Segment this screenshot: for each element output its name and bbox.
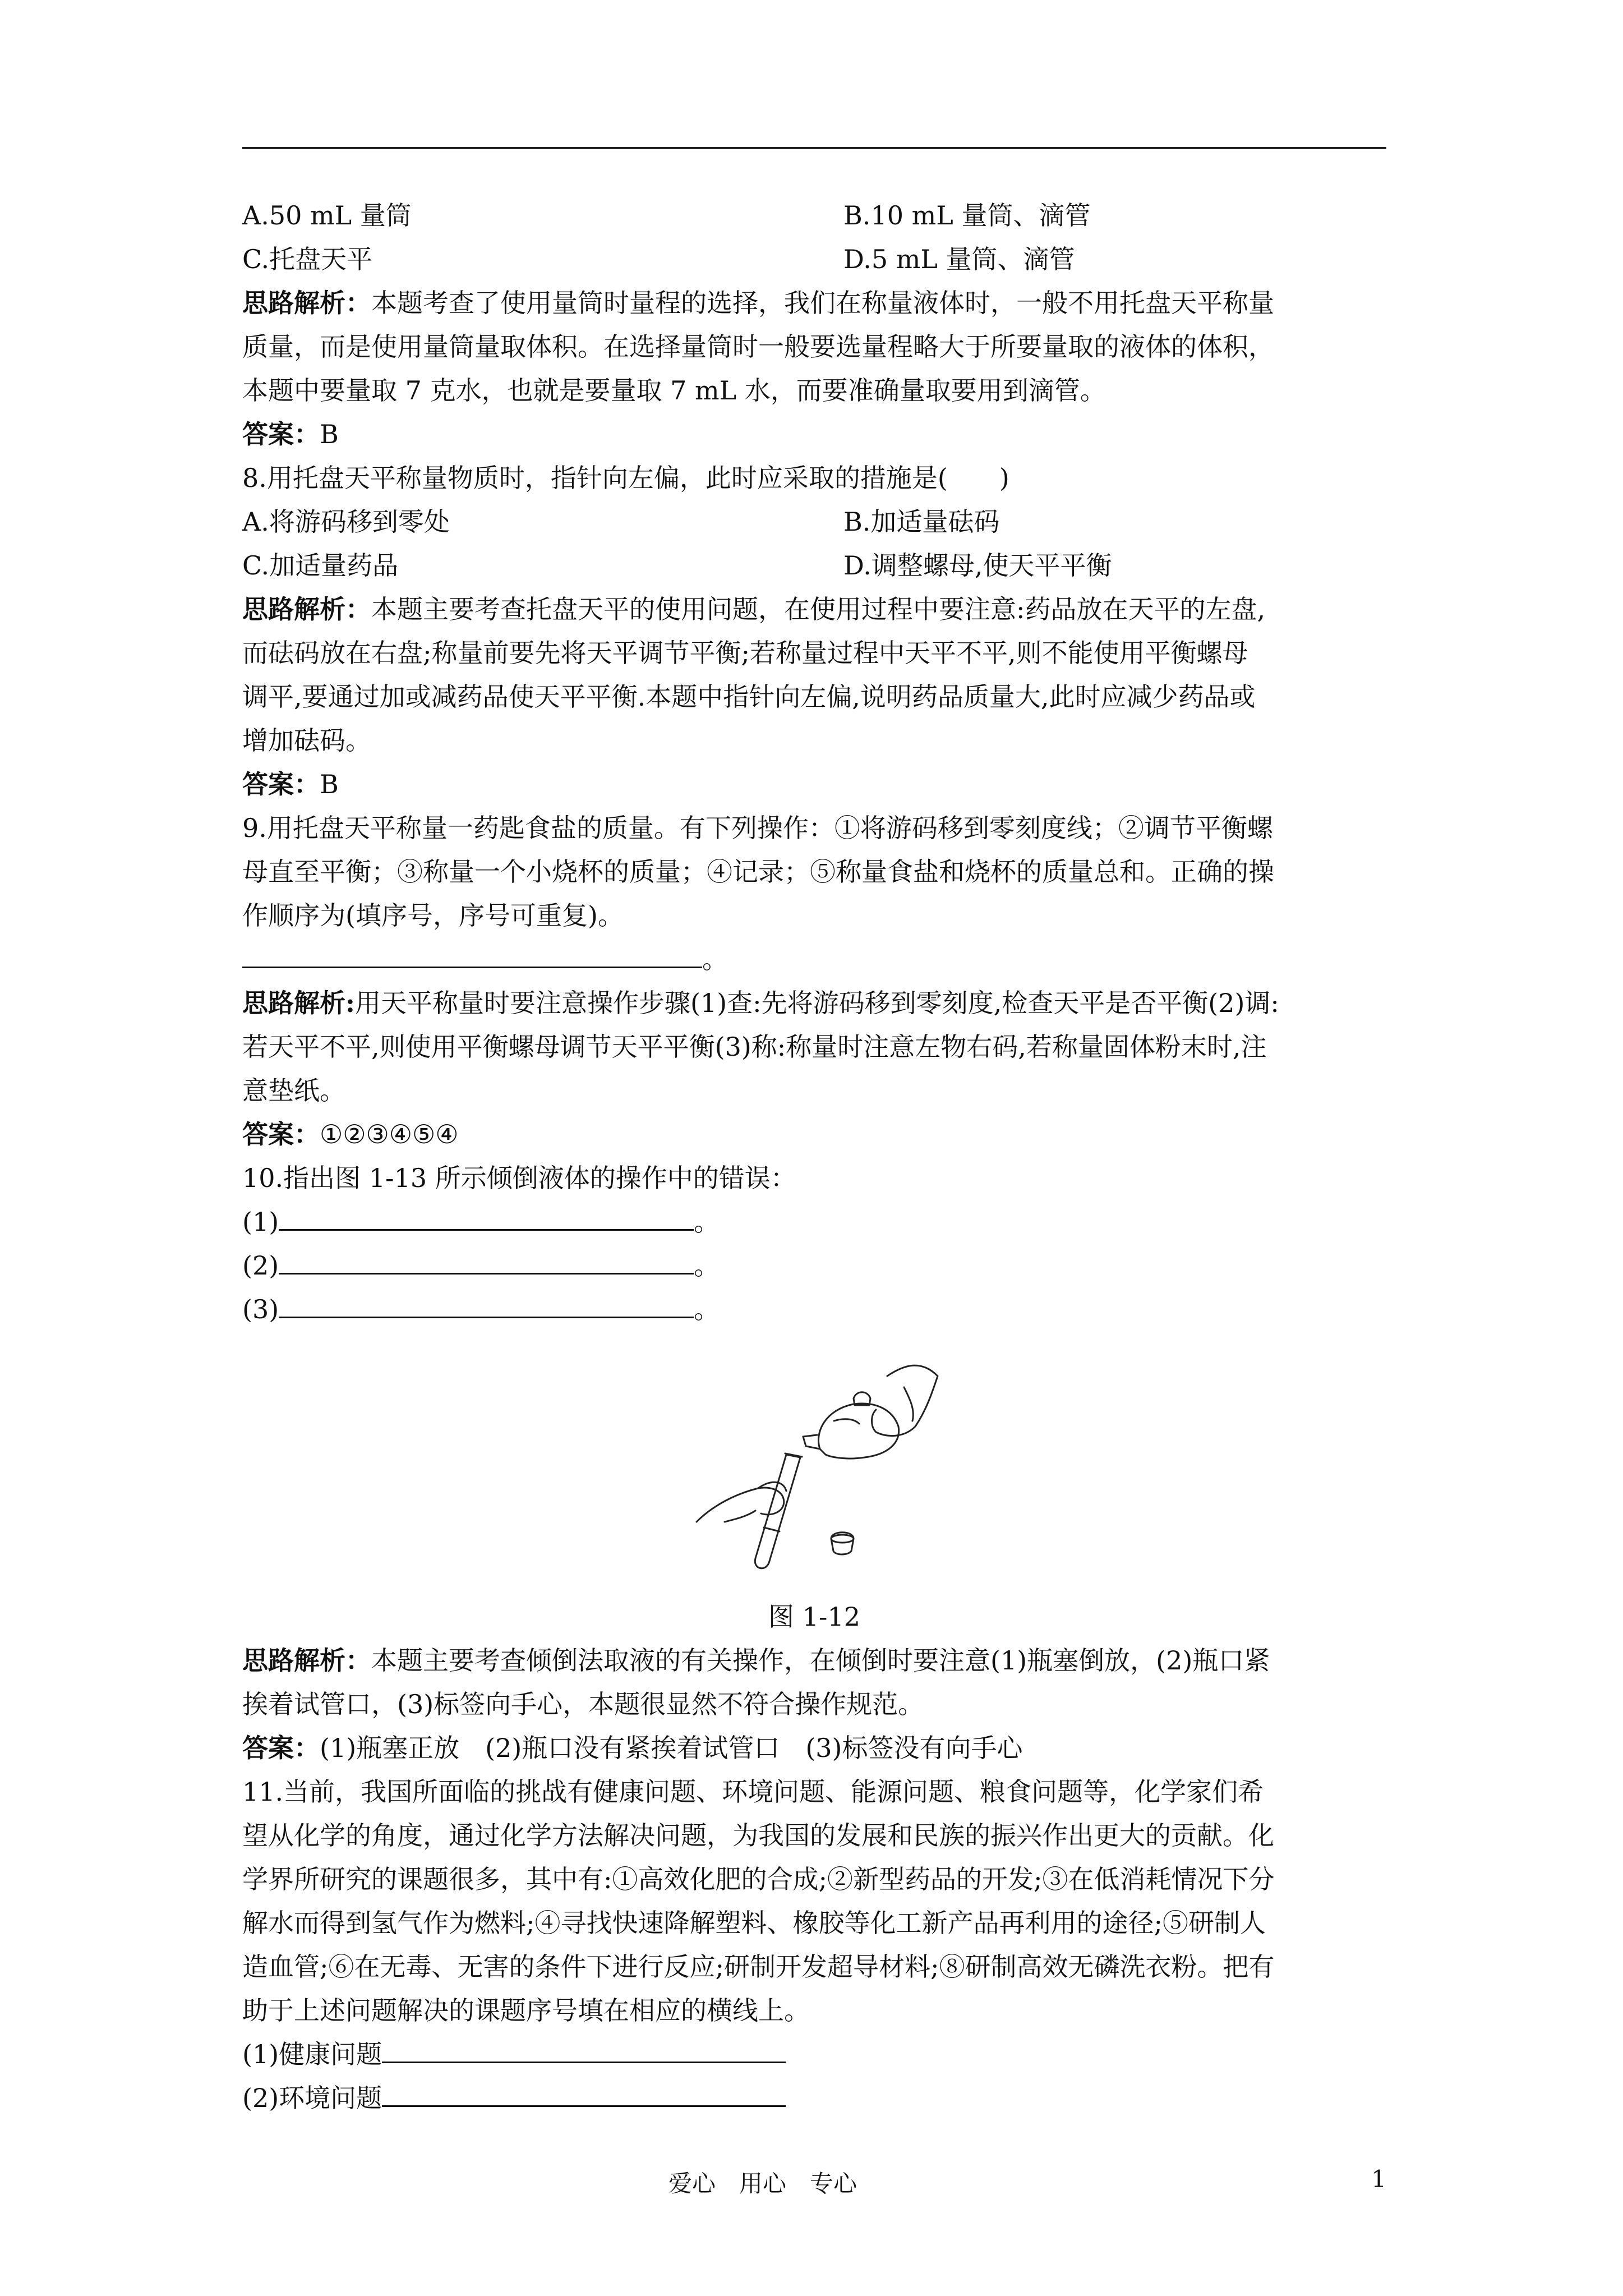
q7-option-d: D.5 mL 量筒、滴管	[843, 244, 1075, 274]
q9-analysis-line-3: 意垫纸。	[242, 1075, 345, 1106]
q7-answer-value: B	[320, 419, 339, 449]
q10-analysis-line-1: 思路解析：本题主要考查倾倒法取液的有关操作，在倾倒时要注意(1)瓶塞倒放，(2)瓶口紧	[242, 1645, 1270, 1676]
q8-option-a: A.将游码移到零处	[242, 507, 450, 537]
q10-stem: 10.指出图 1-13 所示倾倒液体的操作中的错误：	[242, 1163, 796, 1193]
q9-answer-value: ①②③④⑤④	[320, 1119, 459, 1149]
q8-analysis-line-2: 而砝码放在右盘;称量前要先将天平调节平衡;若称量过程中天平不平,则不能使用平衡螺母	[242, 638, 1248, 668]
q10-answer-blank-2[interactable]	[279, 1244, 694, 1274]
q10-analysis-label: 思路解析：	[242, 1645, 371, 1676]
q11-item-1: (1)健康问题	[242, 2032, 1386, 2076]
pouring-liquid-illustration	[691, 1342, 949, 1578]
q10-answer	[242, 1726, 1386, 1770]
reagent-bottle-drawing	[819, 1404, 899, 1458]
document-body	[242, 194, 1386, 2120]
q8-answer-value: B	[320, 769, 339, 799]
q9-stem-line-2: 母直至平衡；③称量一个小烧杯的质量；④记录；⑤称量食盐和烧杯的质量总和。正确的操	[242, 857, 1274, 887]
q7-analysis-line-3: 本题中要量取 7 克水，也就是要量取 7 mL 水，而要准确量取要用到滴管。	[242, 375, 1106, 406]
q10-answer-blank-3[interactable]	[279, 1287, 694, 1318]
right-hand-drawing	[872, 1365, 938, 1436]
q10-blank-line-2: (2) 。	[242, 1244, 1386, 1287]
figure-caption: 图 1-12	[768, 1602, 860, 1632]
q8-answer	[242, 762, 1386, 806]
q11-answer-blank-2[interactable]	[382, 2076, 786, 2107]
q10-blank-line-1: (1) 。	[242, 1200, 1386, 1244]
q9-answer-blank-line: 。	[242, 937, 1386, 981]
q11-stem-line-2: 望从化学的角度，通过化学方法解决问题，为我国的发展和民族的振兴作出更大的贡献。化	[242, 1820, 1274, 1851]
q7-option-a: A.50 mL 量筒	[242, 200, 412, 231]
q7-options-row-1	[242, 194, 1386, 237]
q9-analysis-line-2: 若天平不平,则使用平衡螺母调节天平平衡(3)称:称量时注意左物右码,若称量固体粉末时,注	[242, 1032, 1267, 1062]
q8-answer-label: 答案：	[242, 769, 320, 799]
q7-option-b: B.10 mL 量筒、滴管	[843, 200, 1091, 231]
q8-analysis-line-4: 增加砝码。	[242, 725, 371, 756]
q7-answer	[242, 412, 1386, 456]
q11-stem-line-6: 助于上述问题解决的课题序号填在相应的横线上。	[242, 1995, 810, 2026]
q8-analysis-line-3: 调平,要通过加或减药品使天平平衡.本题中指针向左偏,说明药品质量大,此时应减少药品或	[242, 682, 1256, 712]
q8-option-c: C.加适量药品	[242, 550, 399, 581]
q8-options-row-2	[242, 544, 1386, 587]
q10-answer-label: 答案：	[242, 1733, 320, 1763]
header-rule	[242, 147, 1386, 149]
q7-option-c: C.托盘天平	[242, 244, 373, 274]
q10-answer-blank-1[interactable]	[279, 1200, 694, 1231]
q11-stem-line-3: 学界所研究的课题很多，其中有:①高效化肥的合成;②新型药品的开发;③在低消耗情况下分	[242, 1864, 1275, 1894]
q7-analysis-line-2: 质量，而是使用量筒量取体积。在选择量筒时一般要选量程略大于所要量取的液体的体积，	[242, 332, 1274, 362]
q8-options-row-1	[242, 500, 1386, 544]
page-number: 1	[1371, 2165, 1386, 2193]
q7-options-row-2	[242, 237, 1386, 281]
q7-analysis-line-1: 思路解析：本题考查了使用量筒时量程的选择，我们在称量液体时，一般不用托盘天平称量	[242, 288, 1274, 318]
q11-item-2: (2)环境问题	[242, 2076, 1386, 2120]
q8-analysis-label: 思路解析：	[242, 594, 371, 624]
q8-option-b: B.加适量砝码	[843, 507, 1000, 537]
q7-answer-label: 答案：	[242, 419, 320, 449]
pouring-liquid-figure	[242, 1331, 1386, 1595]
q9-stem-line-1: 9.用托盘天平称量一药匙食盐的质量。有下列操作：①将游码移到零刻度线；②调节平衡螺	[242, 813, 1273, 843]
q7-analysis-label: 思路解析：	[242, 288, 371, 318]
q11-answer-blank-1[interactable]	[382, 2032, 786, 2063]
q8-analysis-line-1: 思路解析：本题主要考查托盘天平的使用问题，在使用过程中要注意:药品放在天平的左盘,	[242, 594, 1266, 624]
q11-stem-line-4: 解水而得到氢气作为燃料;④寻找快速降解塑料、橡胶等化工新产品再利用的途径;⑤研制人	[242, 1908, 1266, 1938]
q11-stem-line-1: 11.当前，我国所面临的挑战有健康问题、环境问题、能源问题、粮食问题等，化学家们希	[242, 1777, 1264, 1807]
q9-stem-line-3: 作顺序为(填序号，序号可重复)。	[242, 900, 624, 931]
q9-analysis-line-1: 思路解析:用天平称量时要注意操作步骤(1)查:先将游码移到零刻度,检查天平是否平衡(2)调:	[242, 988, 1279, 1018]
q10-analysis-line-2: 挨着试管口，(3)标签向手心，本题很显然不符合操作规范。	[242, 1689, 924, 1719]
footer-motto: 爱心 用心 专心	[668, 2170, 857, 2197]
q10-answer-value: (1)瓶塞正放 (2)瓶口没有紧挨着试管口 (3)标签没有向手心	[320, 1733, 1023, 1763]
q11-stem-line-5: 造血管;⑥在无毒、无害的条件下进行反应;研制开发超导材料;⑧研制高效无磷洗衣粉。把有	[242, 1952, 1275, 1982]
q9-analysis-label: 思路解析:	[242, 988, 355, 1018]
q9-answer-label: 答案：	[242, 1119, 320, 1149]
q9-answer	[242, 1112, 1386, 1156]
q10-blank-line-3: (3) 。	[242, 1287, 1386, 1331]
q8-stem: 8.用托盘天平称量物质时，指针向左偏，此时应采取的措施是( )	[242, 463, 1009, 493]
q9-answer-blank[interactable]	[242, 937, 702, 968]
q8-option-d: D.调整螺母,使天平平衡	[843, 550, 1112, 581]
